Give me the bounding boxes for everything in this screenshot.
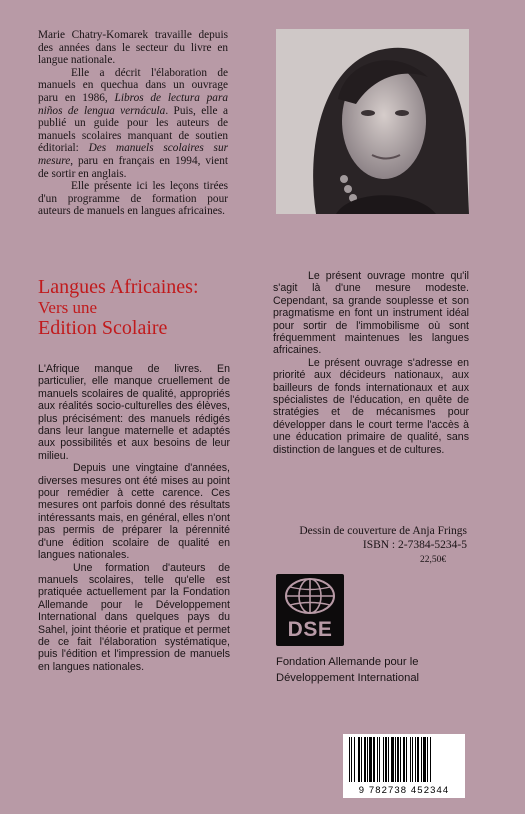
book-title	[38, 276, 253, 339]
credits	[276, 524, 467, 552]
bio-paragraph-1: Marie Chatry-Komarek travaille depuis des années dans le secteur du livre en langue nationale.	[38, 29, 228, 67]
price: 22,50€	[420, 555, 447, 565]
summary-paragraph-4: Le présent ouvrage montre qu'il s'agit là d'une mesure modeste. Cependant, sa grande souplesse et son pragmatisme en font un instrument idéal pour sortir de l'immobilisme où sont fréquemment maintenues les langues africaines.	[273, 270, 469, 357]
barcode-bar	[373, 737, 375, 782]
barcode-bar	[377, 737, 378, 782]
barcode-bar	[383, 737, 384, 782]
barcode-bar	[410, 737, 411, 782]
summary-paragraph-2: Depuis une vingtaine d'années, diverses mesures ont été mises au point pour remédier à cette carence. Ces mesures ont parfois donné des résultats intéressants mais, en général, elles n'ont pas permis de préparer la pérennité d'une édition scolaire de qualité en langues nationales.	[38, 462, 230, 562]
publisher-name	[276, 654, 476, 686]
barcode-bar	[388, 737, 389, 782]
barcode-bar	[379, 737, 380, 782]
portrait-image	[276, 29, 469, 214]
author-bio	[38, 29, 228, 218]
publisher-line-1: Fondation Allemande pour le	[276, 656, 419, 668]
barcode-bar	[400, 737, 401, 782]
bio-paragraph-2	[38, 67, 228, 180]
barcode-bar	[430, 737, 431, 782]
title-line-1: Langues Africaines:	[38, 276, 199, 298]
bio-text: , paru en français en 1994, vient de sortir en anglais.	[38, 154, 228, 180]
logo-text: DSE	[287, 618, 333, 641]
barcode-bar	[361, 737, 362, 782]
barcode-bar	[423, 737, 426, 782]
summary-paragraph-3: Une formation d'auteurs de manuels scolaires, telle qu'elle est pratiquée actuellement par la Fondation Allemande pour le Développement International dans quelques pays du Sahel, joint théorie et pratique et permet de ce fait l'élaboration systématique, puis l'édition et l'impression de manuels en langues nationales.	[38, 561, 230, 673]
author-photo	[276, 29, 469, 214]
barcode-bar	[415, 737, 416, 782]
title-line-2: Vers une	[38, 298, 98, 317]
barcode-bar	[354, 737, 355, 782]
publisher-line-2: Développement International	[276, 672, 420, 684]
summary-left	[38, 363, 230, 673]
barcode-bar	[349, 737, 350, 782]
summary-right	[273, 270, 469, 456]
book-title-1: Libros de lectura para niños de lengua vernácula	[38, 91, 228, 117]
barcode-bar	[369, 737, 372, 782]
barcode-bar	[412, 737, 413, 782]
barcode-bar	[391, 737, 394, 782]
barcode-bar	[427, 737, 428, 782]
barcode-bar	[351, 737, 352, 782]
barcode-bar	[417, 737, 419, 782]
barcode-bar	[406, 737, 407, 782]
isbn: ISBN : 2-7384-5234-5	[362, 539, 467, 551]
barcode-bar	[358, 737, 360, 782]
bio-text: . Puis, elle a publié un guide pour les auteurs de manuels scolaires manquant de soutien éditorial:	[38, 104, 228, 155]
summary-paragraph-1: L'Afrique manque de livres. En particulier, elle manque cruellement de manuels scolaires de qualité, appropriés aux réalités socio-culturelles des élèves, plus précisément: des manuels rédigés dans leur langue maternelle et adaptés aux possibilités et aux besoins de leur milieu.	[38, 363, 230, 462]
barcode-bar	[385, 737, 387, 782]
cover-credit: Dessin de couverture de Anja Frings	[299, 525, 467, 537]
bio-text: Elle a décrit l'élaboration de manuels en quechua dans un ouvrage paru en 1986,	[38, 66, 228, 104]
barcode-digits: 9 782738 452344	[358, 785, 450, 796]
bio-paragraph-3: Elle présente ici les leçons tirées d'un programme de formation pour auteurs de manuels en langues africaines.	[38, 180, 228, 218]
barcode-bar	[397, 737, 399, 782]
summary-paragraph-5: Le présent ouvrage s'adresse en priorité aux décideurs nationaux, aux bailleurs de fonds internationaux et aux spécialistes de l'éducation, en quête de stratégies et de mécanismes pour développer dans le court terme l'accès à une éducation primaire de qualité, sans distinction de langues et de cultures.	[273, 356, 469, 456]
barcode	[343, 734, 465, 798]
barcode-bar	[403, 737, 405, 782]
barcode-bar	[395, 737, 396, 782]
globe-icon	[276, 574, 344, 618]
title-line-3: Edition Scolaire	[38, 317, 168, 339]
barcode-bar	[364, 737, 366, 782]
barcode-bars	[343, 734, 465, 786]
dse-logo	[276, 574, 344, 646]
book-title-2: Des manuels scolaires sur mesure	[38, 142, 228, 167]
barcode-bar	[367, 737, 368, 782]
barcode-bar	[421, 737, 422, 782]
